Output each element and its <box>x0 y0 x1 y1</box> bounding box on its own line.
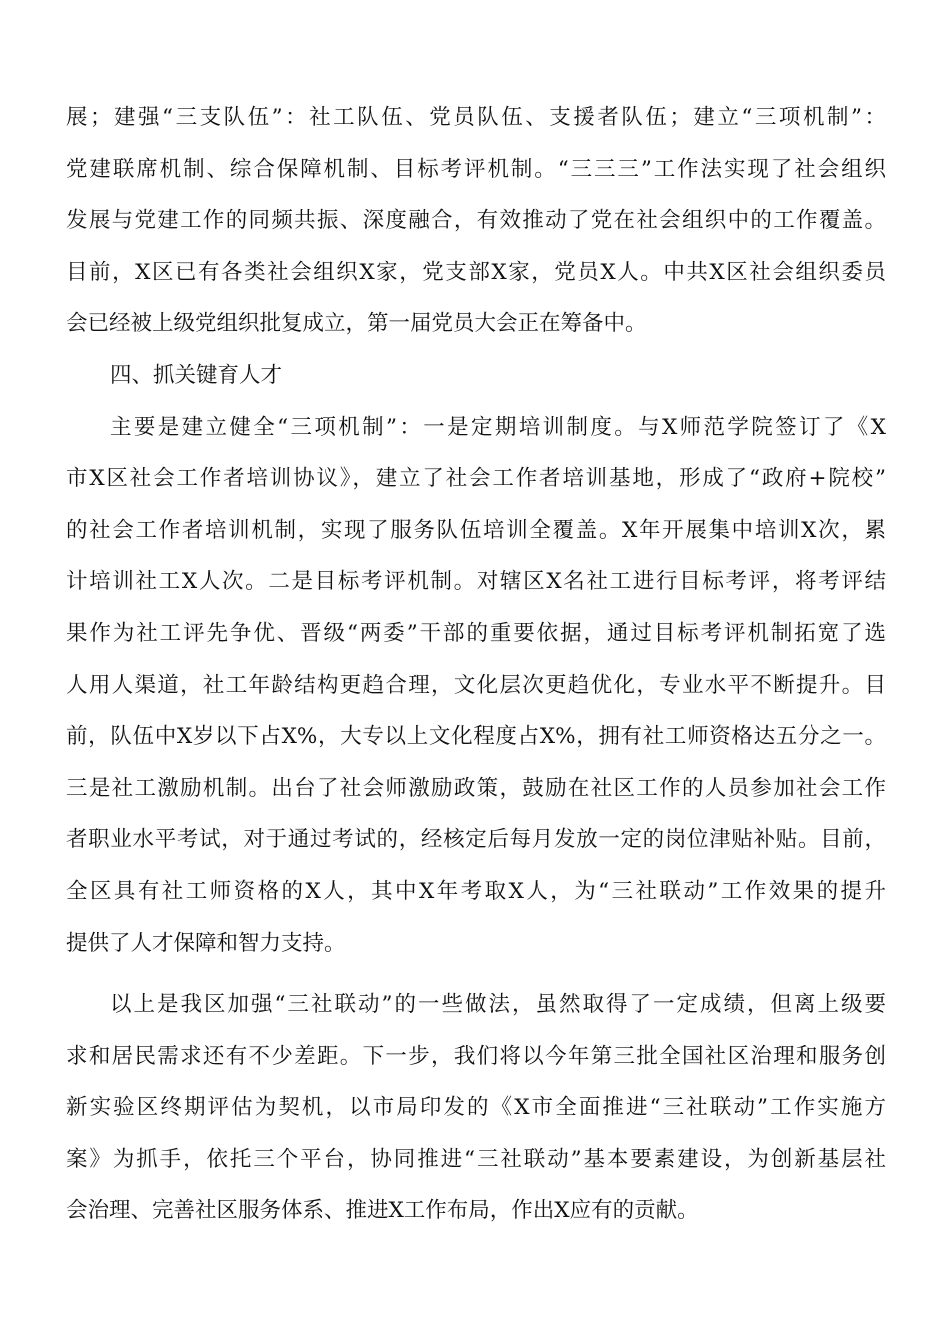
paragraph-1-line-1: 展；建强“三支队伍”：社工队伍、党员队伍、支援者队伍；建立“三项机制”： <box>66 105 886 130</box>
document-body <box>66 92 886 1237</box>
paragraph-1-line-2: 党建联席机制、综合保障机制、目标考评机制。“三三三”工作法实现了社会组织 <box>66 156 886 182</box>
paragraph-2-line-11: 提供了人才保障和智力支持。 <box>66 930 346 956</box>
paragraph-2-line-5: 果作为社工评先争优、晋级“两委”干部的重要依据，通过目标考评机制拓宽了选 <box>66 620 886 646</box>
paragraph-2-line-9: 者职业水平考试，对于通过考试的，经核定后每月发放一定的岗位津贴补贴。目前， <box>66 827 886 853</box>
paragraph-3-line-4: 案》为抓手，依托三个平台，协同推进“三社联动”基本要素建设，为创新基层社 <box>66 1146 886 1172</box>
paragraph-2-line-8: 三是社工激励机制。出台了社会师激励政策，鼓励在社区工作的人员参加社会工作 <box>66 775 886 801</box>
paragraph-3-line-2: 求和居民需求还有不少差距。下一步，我们将以今年第三批全国社区治理和服务创 <box>66 1043 886 1069</box>
paragraph-3-line-3: 新实验区终期评估为契机，以市局印发的《X市全面推进“三社联动”工作实施方 <box>66 1095 886 1121</box>
paragraph-2-line-6: 人用人渠道，社工年龄结构更趋合理，文化层次更趋优化，专业水平不断提升。目 <box>66 672 886 698</box>
paragraph-2-line-2: 市X区社会工作者培训协议》，建立了社会工作者培训基地，形成了“政府+院校” <box>66 466 886 492</box>
paragraph-2-line-3: 的社会工作者培训机制，实现了服务队伍培训全覆盖。X年开展集中培训X次，累 <box>66 517 886 543</box>
paragraph-2-line-1: 主要是建立健全“三项机制”：一是定期培训制度。与X师范学院签订了《X <box>110 414 886 440</box>
paragraph-3-line-5: 会治理、完善社区服务体系、推进X工作布局，作出X应有的贡献。 <box>66 1198 699 1224</box>
paragraph-gap <box>66 969 886 979</box>
paragraph-1-line-3: 发展与党建工作的同频共振、深度融合，有效推动了党在社会组织中的工作覆盖。 <box>66 208 886 234</box>
paragraph-1-line-5: 会已经被上级党组织批复成立，第一届党员大会正在筹备中。 <box>66 311 647 337</box>
paragraph-2-line-7: 前，队伍中X岁以下占X%，大专以上文化程度占X%，拥有社工师资格达五分之一。 <box>66 724 886 750</box>
paragraph-1-line-4: 目前，X区已有各类社会组织X家，党支部X家，党员X人。中共X区社会组织委员 <box>66 259 886 285</box>
paragraph-3-line-1: 以上是我区加强“三社联动”的一些做法，虽然取得了一定成绩，但离上级要 <box>110 992 886 1018</box>
paragraph-2-line-4: 计培训社工X人次。二是目标考评机制。对辖区X名社工进行目标考评，将考评结 <box>66 569 886 595</box>
paragraph-2-line-10: 全区具有社工师资格的X人，其中X年考取X人，为“三社联动”工作效果的提升 <box>66 878 886 904</box>
section-heading-4: 四、抓关键育人才 <box>110 362 283 388</box>
